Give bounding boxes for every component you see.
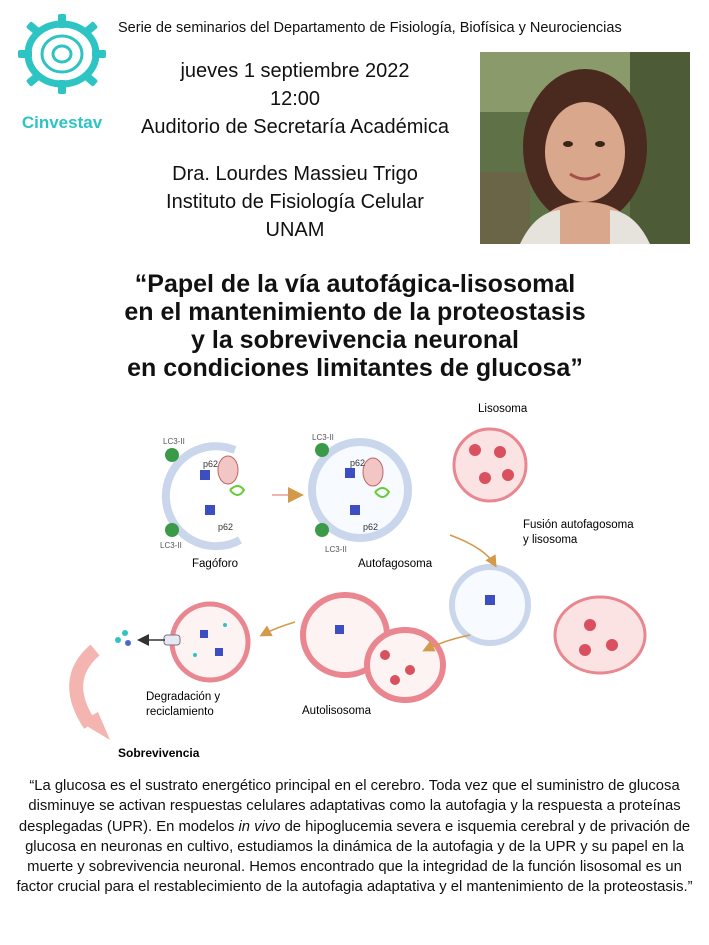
title-line: en el mantenimiento de la proteostasis (124, 298, 586, 326)
fusion-icon (452, 567, 645, 673)
speaker-photo (480, 52, 690, 244)
speaker-institute: Instituto de Fisiología Celular (166, 191, 424, 213)
abstract-text (12, 776, 697, 898)
label-lc3-3: LC3-II (312, 433, 334, 442)
label-p62-4: p62 (363, 522, 379, 532)
logo-text: Cinvestav (21, 113, 103, 132)
title-line: y la sobrevivencia neuronal (191, 326, 519, 354)
speaker-name: Dra. Lourdes Massieu Trigo (172, 163, 418, 185)
label-p62-2: p62 (218, 522, 234, 532)
label-fusion-2: y lisosoma (523, 534, 578, 546)
label-p62-1: p62 (203, 459, 219, 469)
seminar-series: Serie de seminarios del Departamento de Fisiología, Biofísica y Neurociencias (118, 20, 622, 36)
event-date: jueves 1 septiembre 2022 (180, 60, 410, 82)
autophagosome-icon (312, 442, 408, 538)
label-fusion-1: Fusión autofagosoma (523, 519, 634, 531)
label-sobrevivencia: Sobrevivencia (118, 746, 200, 760)
lysosome-icon (454, 429, 526, 501)
cinvestav-logo-icon (12, 12, 112, 97)
label-degradacion-1: Degradación y (146, 691, 221, 703)
talk-title (60, 270, 650, 382)
label-lisosoma: Lisosoma (478, 403, 528, 415)
abstract-italic: in vivo (238, 818, 281, 835)
autolysosome-icon (303, 595, 443, 700)
autophagy-diagram (0, 395, 709, 770)
label-lc3-2: LC3-II (160, 541, 182, 550)
abstract-part1: “La glucosa es el sustrato energético principal en el cerebro. Toda vez que el suministro de glucosa disminuye se activan respuestas celulares adaptativas como la autofagia y la respuesta a proteínas desplegadas (UPR). En modelos (18, 778, 681, 835)
label-fagoforo: Fagóforo (192, 558, 239, 570)
label-p62-3: p62 (350, 458, 366, 468)
title-line: en condiciones limitantes de glucosa” (127, 354, 583, 382)
degradation-icon (164, 604, 248, 680)
label-degradacion-2: reciclamiento (146, 706, 214, 718)
event-place: Auditorio de Secretaría Académica (141, 116, 449, 138)
title-line: “Papel de la vía autofágica-lisosomal (134, 270, 576, 298)
label-autofagosoma: Autofagosoma (358, 558, 433, 570)
abstract-part2: de hipoglucemia severa e isquemia cerebral y de privación de glucosa en neuronas en cultivo, estudiamos la dinámica de la autofagia y de la UPR y su papel en la muerte y sobrevivencia neuronal. Hemos encontrado que la integridad de la función lisosomal es un factor crucial para el restablecimiento de la autofagia adaptativa y el mantenimiento de la proteostasis.” (16, 818, 693, 896)
label-lc3-4: LC3-II (325, 545, 347, 554)
label-autolisosoma: Autolisosoma (302, 705, 372, 717)
label-lc3-1: LC3-II (163, 437, 185, 446)
event-time: 12:00 (269, 88, 321, 110)
speaker-university: UNAM (265, 219, 325, 241)
